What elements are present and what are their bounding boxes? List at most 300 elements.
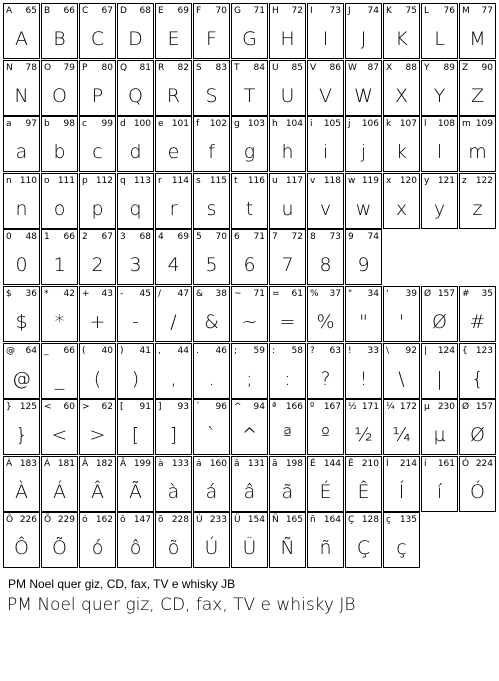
glyph-code-label: 122 <box>475 176 493 186</box>
glyph-code-label: 38 <box>215 289 227 299</box>
glyph-cell <box>231 60 268 116</box>
glyph-sample: A <box>15 28 28 50</box>
glyph-char-label: @ <box>6 346 15 356</box>
glyph-cell <box>79 456 116 512</box>
glyph-sample: ç <box>396 537 407 559</box>
glyph-sample: 2 <box>91 254 104 276</box>
glyph-cell <box>459 343 496 399</box>
glyph-code-label: 113 <box>133 176 151 186</box>
glyph-sample: t <box>245 198 254 220</box>
glyph-sample: I <box>322 28 329 50</box>
glyph-code-label: 164 <box>323 515 341 525</box>
glyph-char-label: L <box>424 6 430 16</box>
glyph-code-label: 78 <box>25 63 37 73</box>
glyph-char-label: ¼ <box>386 402 395 412</box>
glyph-code-label: 144 <box>323 459 341 469</box>
glyph-sample: W <box>354 85 373 107</box>
glyph-code-label: 88 <box>405 63 417 73</box>
glyph-cell <box>269 343 306 399</box>
glyph-char-label: V <box>310 63 317 73</box>
glyph-cell <box>193 116 230 172</box>
glyph-char-label: v <box>310 176 316 186</box>
glyph-code-label: 40 <box>101 346 113 356</box>
glyph-cell <box>193 173 230 229</box>
glyph-code-label: 233 <box>209 515 227 525</box>
glyph-sample: U <box>280 85 295 107</box>
glyph-char-label: ç <box>386 515 391 525</box>
glyph-char-label: 8 <box>310 232 316 242</box>
glyph-char-label: " <box>348 289 353 299</box>
glyph-sample: , <box>170 368 177 390</box>
glyph-cell <box>307 60 344 116</box>
glyph-code-label: 123 <box>475 346 493 356</box>
glyph-char-label: D <box>120 6 127 16</box>
glyph-cell <box>155 173 192 229</box>
glyph-cell <box>117 229 154 285</box>
glyph-cell <box>307 173 344 229</box>
glyph-code-label: 66 <box>63 346 75 356</box>
glyph-cell <box>421 173 458 229</box>
glyph-sample: B <box>53 28 66 50</box>
glyph-cell <box>421 286 458 342</box>
glyph-sample: K <box>395 28 408 50</box>
glyph-char-label: $ <box>6 289 12 299</box>
glyph-char-label: º <box>310 402 315 412</box>
glyph-char-label: ô <box>120 515 126 525</box>
glyph-sample: ) <box>131 368 140 390</box>
glyph-char-label: í <box>424 459 427 469</box>
glyph-sample: r <box>169 198 178 220</box>
glyph-sample: õ <box>167 537 180 559</box>
glyph-code-label: 71 <box>253 6 265 16</box>
glyph-char-label: Ç <box>348 515 355 525</box>
glyph-sample: > <box>89 424 106 446</box>
glyph-cell <box>345 456 382 512</box>
glyph-sample: í <box>436 481 443 503</box>
glyph-sample: ! <box>359 368 368 390</box>
glyph-cell <box>117 60 154 116</box>
glyph-cell <box>421 399 458 455</box>
glyph-char-label: | <box>424 346 428 356</box>
glyph-code-label: 157 <box>475 402 493 412</box>
glyph-char-label: = <box>272 289 280 299</box>
glyph-cell <box>117 343 154 399</box>
glyph-cell <box>421 456 458 512</box>
glyph-sample: X <box>394 85 409 107</box>
glyph-code-label: 92 <box>405 346 417 356</box>
glyph-code-label: 154 <box>247 515 265 525</box>
glyph-sample: j <box>360 141 367 163</box>
glyph-char-label: T <box>234 63 240 73</box>
glyph-cell <box>269 456 306 512</box>
glyph-code-label: 125 <box>19 402 37 412</box>
glyph-char-label: k <box>386 119 392 129</box>
glyph-cell <box>41 343 78 399</box>
glyph-char-label: Ø <box>424 289 432 299</box>
glyph-code-label: 118 <box>323 176 341 186</box>
glyph-code-label: 84 <box>253 63 265 73</box>
glyph-sample: 8 <box>319 254 332 276</box>
glyph-code-label: 94 <box>253 402 265 412</box>
glyph-sample: y <box>433 198 446 220</box>
glyph-cell <box>459 3 496 59</box>
glyph-code-label: 120 <box>399 176 417 186</box>
glyph-cell <box>307 286 344 342</box>
glyph-char-label: U <box>272 63 279 73</box>
glyph-code-label: 110 <box>19 176 37 186</box>
glyph-sample: b <box>53 141 66 163</box>
glyph-sample: Y <box>433 85 446 107</box>
glyph-sample: w <box>355 198 372 220</box>
glyph-char-label: ã <box>272 459 278 469</box>
glyph-code-label: 106 <box>361 119 379 129</box>
glyph-code-label: 198 <box>285 459 303 469</box>
glyph-code-label: 99 <box>101 119 113 129</box>
glyph-char-label: z <box>462 176 467 186</box>
glyph-sample: ' <box>398 311 405 333</box>
glyph-code-label: 199 <box>133 459 151 469</box>
glyph-code-label: 70 <box>215 232 227 242</box>
glyph-code-label: 62 <box>101 402 113 412</box>
glyph-sample: Ç <box>356 537 371 559</box>
glyph-char-label: à <box>158 459 164 469</box>
glyph-sample: Ã <box>129 481 142 503</box>
glyph-char-label: ó <box>82 515 88 525</box>
glyph-char-label: Ã <box>120 459 127 469</box>
glyph-char-label: õ <box>158 515 164 525</box>
glyph-sample: \ <box>398 368 405 390</box>
glyph-cell <box>231 286 268 342</box>
glyph-char-label: H <box>272 6 279 16</box>
glyph-cell <box>41 229 78 285</box>
glyph-cell <box>117 116 154 172</box>
glyph-row <box>3 286 496 342</box>
glyph-char-label: Y <box>424 63 430 73</box>
glyph-cell <box>307 3 344 59</box>
glyph-char-label: _ <box>44 346 49 356</box>
glyph-sample: h <box>281 141 294 163</box>
glyph-sample: S <box>205 85 218 107</box>
glyph-code-label: 74 <box>367 6 379 16</box>
glyph-char-label: * <box>44 289 49 299</box>
glyph-code-label: 165 <box>285 515 303 525</box>
glyph-cell <box>421 116 458 172</box>
glyph-char-label: P <box>82 63 88 73</box>
glyph-char-label: ñ <box>310 515 316 525</box>
glyph-char-label: > <box>82 402 90 412</box>
glyph-code-label: 39 <box>405 289 417 299</box>
glyph-code-label: 111 <box>57 176 75 186</box>
glyph-char-label: b <box>44 119 50 129</box>
glyph-code-label: 74 <box>367 232 379 242</box>
glyph-sample: N <box>14 85 29 107</box>
glyph-sample: ó <box>91 537 104 559</box>
glyph-cell <box>231 173 268 229</box>
glyph-cell <box>421 3 458 59</box>
glyph-code-label: 67 <box>101 6 113 16</box>
glyph-cell <box>193 512 230 568</box>
glyph-cell <box>421 343 458 399</box>
glyph-char-label: / <box>158 289 162 299</box>
glyph-cell <box>155 286 192 342</box>
glyph-sample: $ <box>15 311 28 333</box>
sample-text-small: PM Noel quer giz, CD, fax, TV e whisky JB <box>8 577 236 591</box>
glyph-char-label: E <box>158 6 164 16</box>
glyph-char-label: h <box>272 119 278 129</box>
glyph-sample: n <box>15 198 28 220</box>
glyph-char-label: 6 <box>234 232 240 242</box>
glyph-row <box>3 512 496 568</box>
glyph-char-label: K <box>386 6 392 16</box>
glyph-cell <box>3 343 40 399</box>
glyph-code-label: 224 <box>475 459 493 469</box>
glyph-sample: ~ <box>241 311 258 333</box>
glyph-cell <box>269 399 306 455</box>
glyph-code-label: 76 <box>443 6 455 16</box>
glyph-char-label: R <box>158 63 165 73</box>
glyph-sample: q <box>129 198 142 220</box>
glyph-code-label: 71 <box>253 232 265 242</box>
glyph-code-label: 131 <box>247 459 265 469</box>
glyph-code-label: 133 <box>171 459 189 469</box>
glyph-cell <box>383 3 420 59</box>
glyph-code-label: 214 <box>399 459 417 469</box>
glyph-char-label: ! <box>348 346 352 356</box>
glyph-sample: Ø <box>470 424 485 446</box>
glyph-char-label: ] <box>158 402 162 412</box>
glyph-code-label: 86 <box>329 63 341 73</box>
glyph-char-label: ? <box>310 346 315 356</box>
glyph-row <box>3 60 496 116</box>
glyph-cell <box>345 399 382 455</box>
glyph-cell <box>117 286 154 342</box>
glyph-char-label: A <box>6 6 13 16</box>
glyph-sample: ª <box>283 424 292 446</box>
glyph-row <box>3 173 496 229</box>
glyph-row <box>3 3 496 59</box>
glyph-code-label: 96 <box>215 402 227 412</box>
glyph-cell <box>3 3 40 59</box>
glyph-sample: à <box>167 481 180 503</box>
glyph-char-label: O <box>44 63 52 73</box>
glyph-code-label: 63 <box>329 346 341 356</box>
glyph-cell <box>383 343 420 399</box>
glyph-cell <box>345 173 382 229</box>
glyph-char-label: É <box>310 459 316 469</box>
glyph-char-label: e <box>158 119 164 129</box>
glyph-cell <box>79 286 116 342</box>
glyph-char-label: Í <box>386 459 389 469</box>
glyph-code-label: 42 <box>63 289 75 299</box>
glyph-sample: Ñ <box>280 537 295 559</box>
glyph-code-label: 77 <box>481 6 493 16</box>
glyph-sample: ñ <box>319 537 332 559</box>
glyph-code-label: 69 <box>177 6 189 16</box>
glyph-char-label: â <box>234 459 240 469</box>
glyph-cell <box>231 3 268 59</box>
glyph-char-label: F <box>196 6 202 16</box>
glyph-cell <box>269 286 306 342</box>
glyph-cell <box>193 286 230 342</box>
glyph-char-label: X <box>386 63 393 73</box>
glyph-code-label: 41 <box>139 346 151 356</box>
glyph-cell <box>307 456 344 512</box>
glyph-sample: Í <box>398 481 405 503</box>
glyph-cell <box>3 399 40 455</box>
glyph-char-label: J <box>348 6 351 16</box>
glyph-cell <box>155 60 192 116</box>
glyph-sample: P <box>91 85 104 107</box>
glyph-row <box>3 456 496 512</box>
glyph-cell <box>269 512 306 568</box>
glyph-code-label: 47 <box>177 289 189 299</box>
glyph-code-label: 102 <box>209 119 227 129</box>
glyph-char-label: ~ <box>234 289 242 299</box>
glyph-sample: ô <box>129 537 142 559</box>
glyph-code-label: 98 <box>63 119 75 129</box>
glyph-sample: Ú <box>204 537 219 559</box>
glyph-char-label: ; <box>234 346 238 356</box>
glyph-code-label: 172 <box>399 402 417 412</box>
glyph-code-label: 59 <box>253 346 265 356</box>
glyph-code-label: 37 <box>329 289 341 299</box>
glyph-sample: [ <box>131 424 140 446</box>
glyph-char-label: 9 <box>348 232 354 242</box>
glyph-code-label: 87 <box>367 63 379 73</box>
glyph-sample: Z <box>470 85 485 107</box>
glyph-sample: l <box>436 141 443 163</box>
glyph-code-label: 210 <box>361 459 379 469</box>
glyph-sample: F <box>206 28 217 50</box>
glyph-code-label: 101 <box>171 119 189 129</box>
glyph-sample: e <box>167 141 180 163</box>
glyph-code-label: 73 <box>329 232 341 242</box>
glyph-sample: a <box>15 141 28 163</box>
glyph-char-label: 1 <box>44 232 50 242</box>
glyph-sample: d <box>129 141 142 163</box>
glyph-cell <box>231 116 268 172</box>
glyph-sample: v <box>319 198 332 220</box>
glyph-code-label: 161 <box>437 459 455 469</box>
glyph-sample: p <box>91 198 104 220</box>
glyph-sample: T <box>243 85 256 107</box>
glyph-table <box>3 3 496 569</box>
glyph-cell <box>79 116 116 172</box>
glyph-sample: ; <box>246 368 253 390</box>
glyph-row <box>3 116 496 172</box>
glyph-cell <box>269 116 306 172</box>
glyph-sample: s <box>206 198 217 220</box>
glyph-char-label: l <box>424 119 427 129</box>
glyph-row <box>3 343 496 399</box>
glyph-sample: 1 <box>53 254 66 276</box>
glyph-code-label: 116 <box>247 176 265 186</box>
glyph-code-label: 70 <box>215 6 227 16</box>
glyph-sample: { <box>471 368 484 390</box>
glyph-char-label: , <box>158 346 161 356</box>
glyph-code-label: 226 <box>19 515 37 525</box>
glyph-char-label: q <box>120 176 126 186</box>
glyph-code-label: 71 <box>253 289 265 299</box>
glyph-char-label: N <box>6 63 13 73</box>
glyph-sample: C <box>90 28 105 50</box>
glyph-char-label: Q <box>120 63 128 73</box>
glyph-sample: 9 <box>357 254 370 276</box>
glyph-cell <box>3 286 40 342</box>
glyph-sample: # <box>469 311 486 333</box>
glyph-code-label: 73 <box>329 6 341 16</box>
glyph-sample: % <box>316 311 335 333</box>
glyph-char-label: o <box>44 176 50 186</box>
glyph-char-label: W <box>348 63 357 73</box>
glyph-char-label: 7 <box>272 232 278 242</box>
glyph-cell <box>117 512 154 568</box>
glyph-code-label: 108 <box>437 119 455 129</box>
glyph-char-label: c <box>82 119 87 129</box>
glyph-cell <box>79 512 116 568</box>
glyph-code-label: 128 <box>361 515 379 525</box>
glyph-code-label: 89 <box>443 63 455 73</box>
glyph-cell <box>459 286 496 342</box>
glyph-char-label: I <box>310 6 313 16</box>
glyph-code-label: 68 <box>139 6 151 16</box>
glyph-sample: i <box>322 141 329 163</box>
glyph-sample: - <box>132 311 139 333</box>
glyph-code-label: 69 <box>177 232 189 242</box>
glyph-cell <box>231 399 268 455</box>
glyph-cell <box>41 60 78 116</box>
glyph-cell <box>155 399 192 455</box>
glyph-cell <box>155 512 192 568</box>
glyph-code-label: 85 <box>291 63 303 73</box>
glyph-char-label: Õ <box>44 515 52 525</box>
glyph-char-label: Ü <box>234 515 241 525</box>
glyph-char-label: : <box>272 346 276 356</box>
glyph-sample: É <box>319 481 332 503</box>
glyph-sample: = <box>279 311 296 333</box>
glyph-char-label: ^ <box>234 402 242 412</box>
glyph-char-label: ` <box>196 402 201 412</box>
glyph-code-label: 135 <box>399 515 417 525</box>
glyph-char-label: . <box>196 346 199 356</box>
glyph-sample: + <box>89 311 106 333</box>
glyph-char-label: < <box>44 402 52 412</box>
glyph-sample: ] <box>169 424 178 446</box>
glyph-code-label: 80 <box>101 63 113 73</box>
glyph-code-label: 36 <box>25 289 37 299</box>
glyph-sample: & <box>204 311 219 333</box>
glyph-cell <box>459 399 496 455</box>
glyph-sample: R <box>166 85 181 107</box>
glyph-sample: * <box>54 311 65 333</box>
glyph-code-label: 157 <box>437 289 455 299</box>
glyph-char-label: á <box>196 459 202 469</box>
glyph-sample: f <box>208 141 215 163</box>
glyph-cell <box>269 3 306 59</box>
glyph-code-label: 171 <box>361 402 379 412</box>
glyph-char-label: t <box>234 176 238 186</box>
glyph-char-label: Ó <box>462 459 470 469</box>
glyph-char-label: { <box>462 346 468 356</box>
glyph-sample: x <box>395 198 408 220</box>
glyph-char-label: d <box>120 119 126 129</box>
glyph-code-label: 45 <box>139 289 151 299</box>
glyph-char-label: Á <box>44 459 51 469</box>
glyph-code-label: 229 <box>57 515 75 525</box>
glyph-char-label: y <box>424 176 430 186</box>
glyph-sample: c <box>92 141 103 163</box>
glyph-char-label: j <box>348 119 351 129</box>
